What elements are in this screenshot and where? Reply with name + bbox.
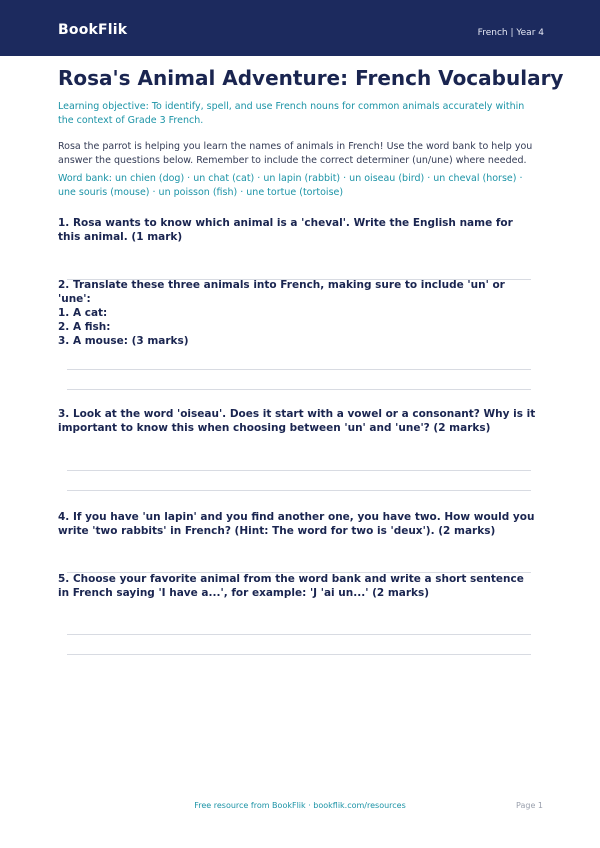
subject-year-label: French | Year 4 (477, 28, 544, 38)
question-3: 3. Look at the word 'oiseau'. Does it start with a vowel or a consonant? Why is it important to know this when choosing between 'un' and 'une'? (2 marks) (58, 408, 536, 434)
header-bar (0, 0, 600, 56)
question-2-prompt: 2. Translate these three animals into French, making sure to include 'un' or 'une': (58, 279, 505, 305)
worksheet-title: Rosa's Animal Adventure: French Vocabulary (58, 66, 564, 90)
answer-line-2a[interactable] (67, 369, 531, 370)
word-bank: Word bank: un chien (dog) · un chat (cat) · un lapin (rabbit) · un oiseau (bird) · un cheval (horse) · une souris (mouse) · un poisson (fish) · une tortue (tortoise) (58, 173, 523, 198)
question-2 (58, 278, 538, 348)
answer-line-5b[interactable] (67, 654, 531, 655)
question-5: 5. Choose your favorite animal from the word bank and write a short sentence in French saying 'I have a...', for example: 'J 'ai un...' (2 marks) (58, 573, 524, 599)
answer-line-3a[interactable] (67, 470, 531, 471)
footer-credit: Free resource from BookFlik · bookflik.com/resources (194, 801, 406, 810)
question-2-item-cat: 1. A cat: (58, 307, 108, 319)
answer-line-5a[interactable] (67, 634, 531, 635)
answer-line-3b[interactable] (67, 490, 531, 491)
question-2-item-mouse: 3. A mouse: (3 marks) (58, 335, 189, 347)
question-4: 4. If you have 'un lapin' and you find another one, you have two. How would you write 'two rabbits' in French? (Hint: The word for two is 'deux'). (2 marks) (58, 511, 535, 537)
page-number: Page 1 (516, 801, 543, 810)
answer-line-2b[interactable] (67, 389, 531, 390)
question-1: 1. Rosa wants to know which animal is a 'cheval'. Write the English name for this animal. (1 mark) (58, 217, 513, 243)
question-2-item-fish: 2. A fish: (58, 321, 111, 333)
brand-logo-text: BookFlik (58, 22, 128, 38)
intro-text: Rosa the parrot is helping you learn the names of animals in French! Use the word bank to help you answer the questions below. Remember to include the correct determiner (un/une) where needed. (58, 141, 533, 166)
learning-objective: Learning objective: To identify, spell, and use French nouns for common animals accurately within the context of Grade 3 French. (58, 101, 525, 126)
